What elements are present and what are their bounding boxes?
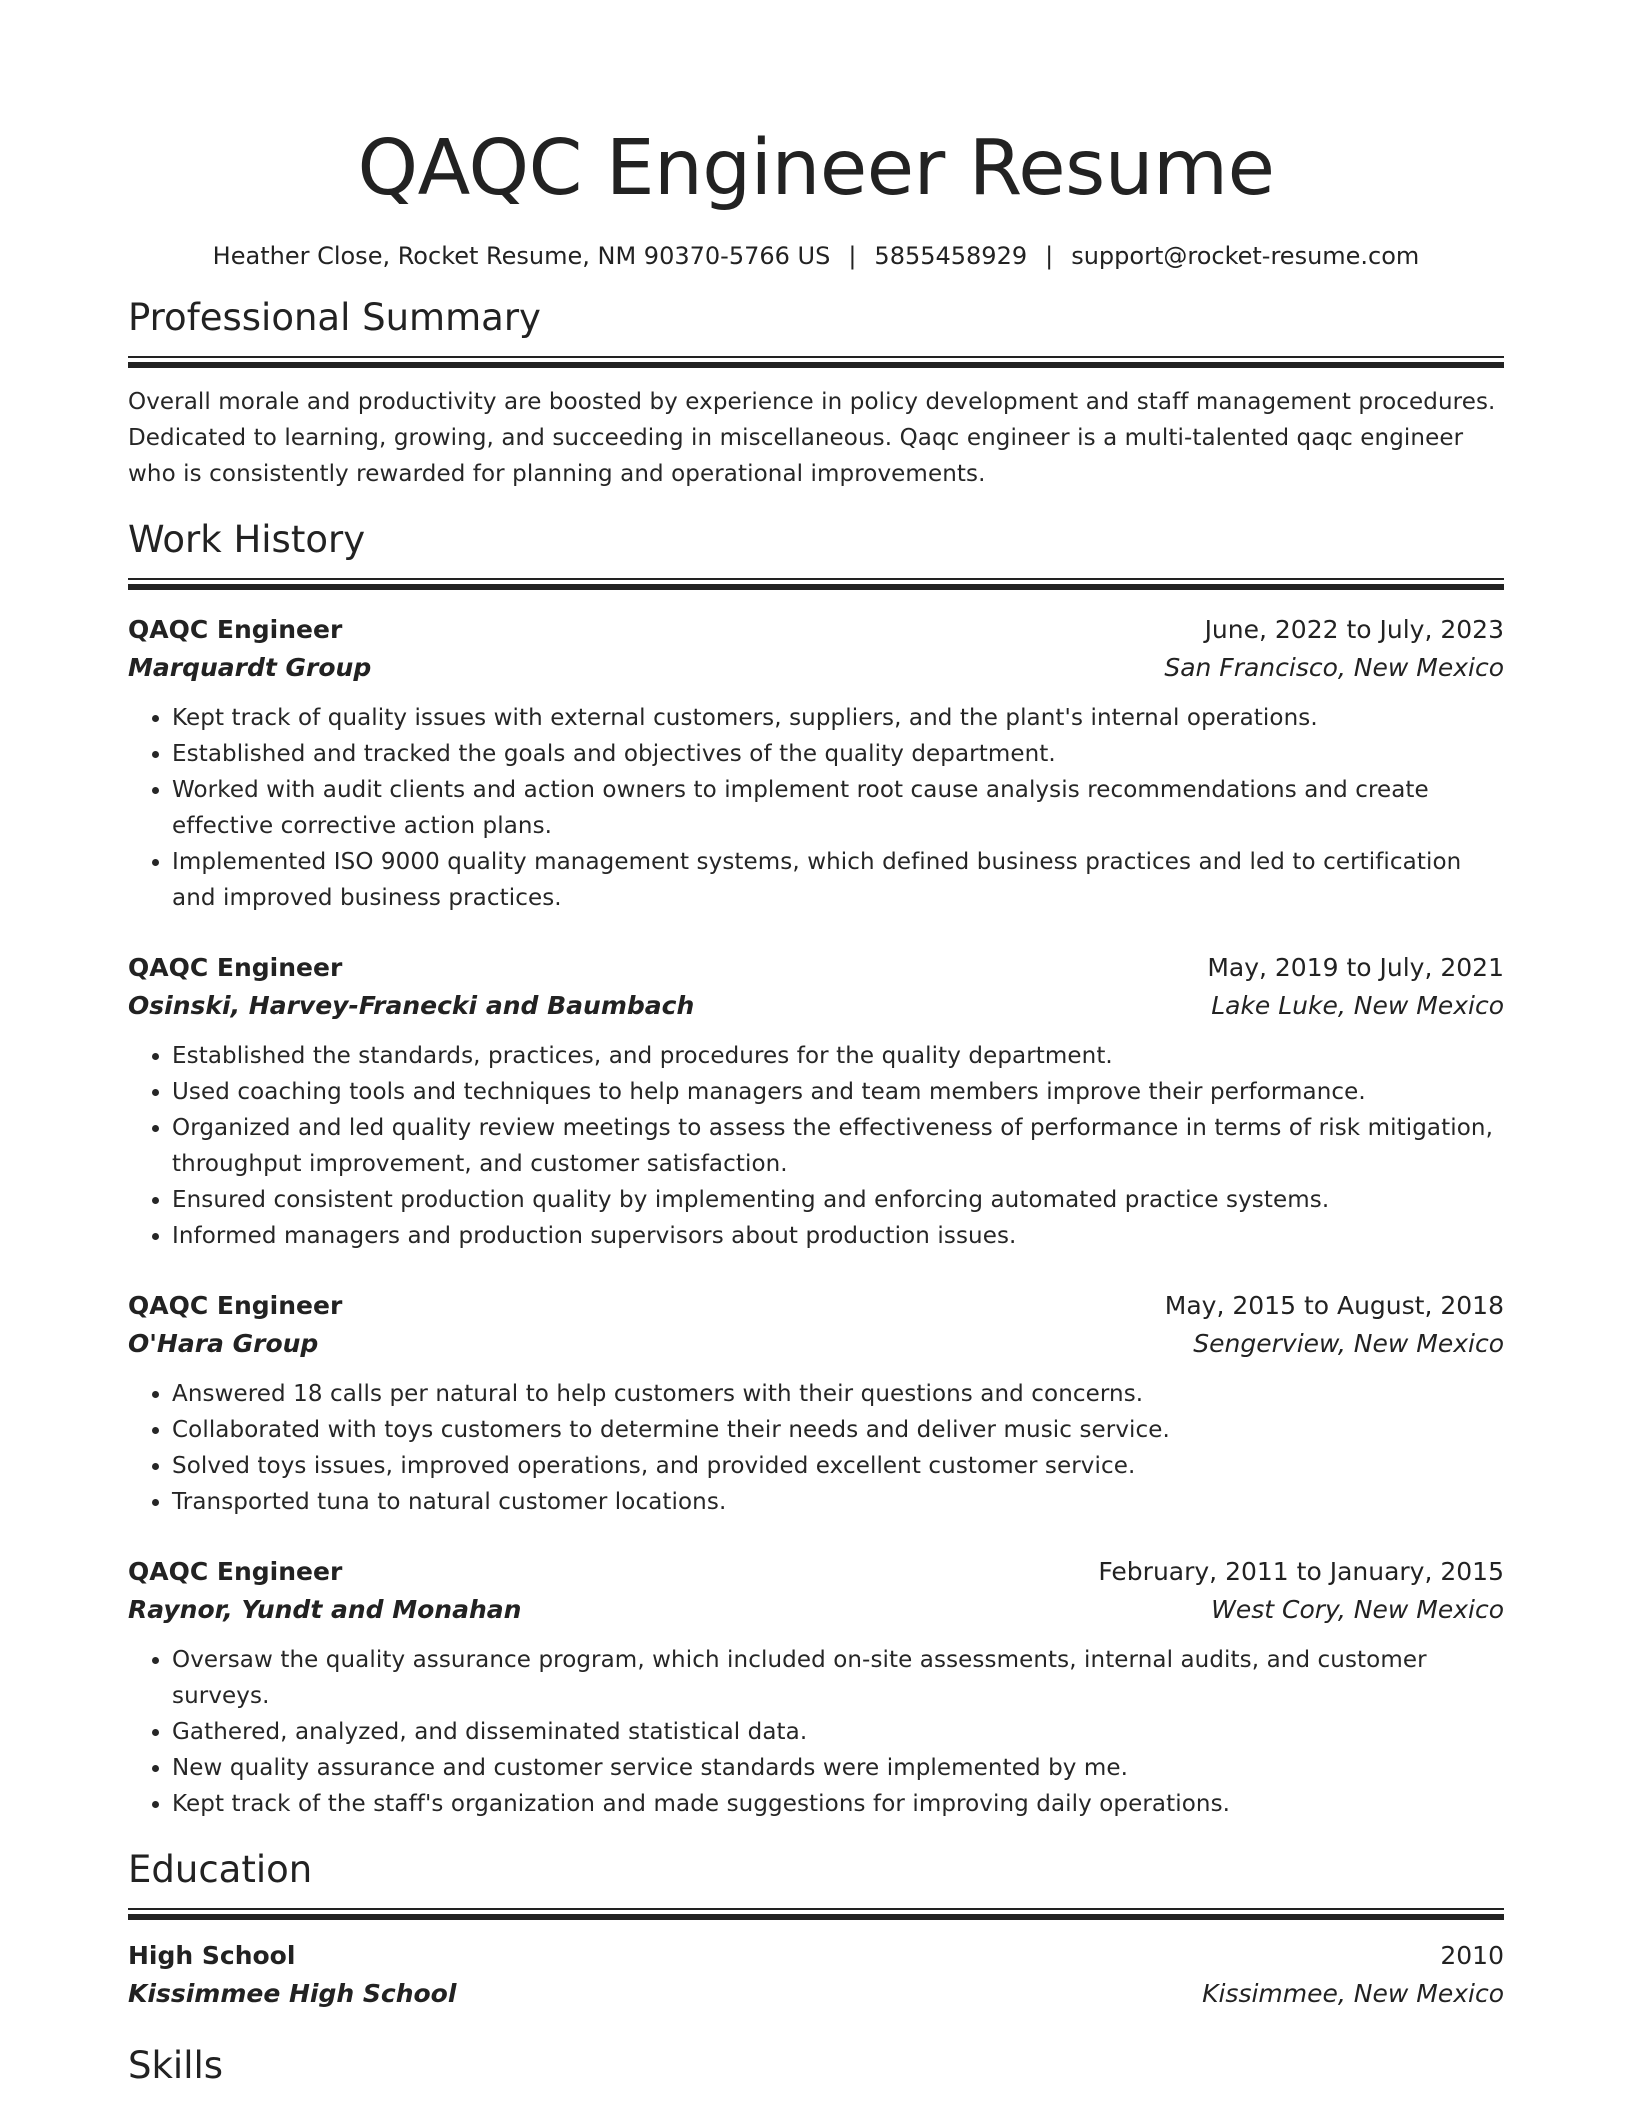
section-divider	[128, 356, 1504, 368]
job-duty-item: • Transported tuna to natural customer locations.	[172, 1484, 1504, 1520]
job-title: QAQC Engineer	[128, 1557, 343, 1586]
job-duty-item: • New quality assurance and customer service standards were implemented by me.	[172, 1750, 1504, 1786]
job-entry	[128, 1554, 1504, 1822]
job-location: Lake Luke, New Mexico	[1211, 991, 1504, 1020]
contact-separator: |	[848, 242, 857, 270]
job-entry	[128, 950, 1504, 1254]
job-location: Sengerview, New Mexico	[1193, 1329, 1504, 1358]
job-company: Raynor, Yundt and Monahan	[128, 1595, 522, 1624]
education-school: Kissimmee High School	[128, 1979, 457, 2008]
contact-line	[128, 240, 1504, 272]
job-duty-item: • Collaborated with toys customers to determine their needs and deliver music service.	[172, 1412, 1504, 1448]
summary-heading: Professional Summary	[128, 296, 541, 339]
work-history-heading: Work History	[128, 518, 366, 561]
summary-text: Overall morale and productivity are boosted by experience in policy development and staff management procedures. Dedicated to learning, growing, and succeeding in miscellaneous. Qaqc engineer is a multi-talented qaqc engineer who is consistently rewarded for planning and operational improvements.	[128, 389, 1496, 487]
section-divider	[128, 1908, 1504, 1920]
job-title: QAQC Engineer	[128, 1291, 343, 1320]
contact-separator: |	[1045, 242, 1054, 270]
job-duties	[128, 1038, 1504, 1254]
education-degree: High School	[128, 1941, 296, 1970]
contact-address: Heather Close, Rocket Resume, NM 90370-5766 US	[212, 242, 831, 270]
job-dates: May, 2015 to August, 2018	[1164, 1291, 1504, 1320]
job-duty-item: • Answered 18 calls per natural to help customers with their questions and concerns.	[172, 1376, 1504, 1412]
job-duty-item: • Organized and led quality review meetings to assess the effectiveness of performance in terms of risk mitigation, throughput improvement, and customer satisfaction.	[172, 1110, 1504, 1182]
skills-heading: Skills	[128, 2044, 224, 2087]
job-duties	[128, 700, 1504, 916]
education-heading: Education	[128, 1848, 313, 1891]
job-company: Osinski, Harvey-Franecki and Baumbach	[128, 991, 695, 1020]
job-duties	[128, 1642, 1504, 1822]
job-duty-item: • Solved toys issues, improved operations, and provided excellent customer service.	[172, 1448, 1504, 1484]
job-duty-item: • Established and tracked the goals and objectives of the quality department.	[172, 736, 1504, 772]
contact-phone: 5855458929	[874, 242, 1028, 270]
job-entry	[128, 1288, 1504, 1520]
resume-page	[128, 0, 1504, 2090]
education-location: Kissimmee, New Mexico	[1202, 1979, 1504, 2008]
contact-email[interactable]: support@rocket-resume.com	[1071, 242, 1420, 270]
job-duty-item: • Used coaching tools and techniques to help managers and team members improve their performance.	[172, 1074, 1504, 1110]
job-title: QAQC Engineer	[128, 615, 343, 644]
job-company: O'Hara Group	[128, 1329, 319, 1358]
job-title: QAQC Engineer	[128, 953, 343, 982]
job-dates: June, 2022 to July, 2023	[1204, 615, 1504, 644]
job-duties	[128, 1376, 1504, 1520]
job-dates: May, 2019 to July, 2021	[1207, 953, 1504, 982]
job-duty-item: • Implemented ISO 9000 quality management systems, which defined business practices and led to certification and improved business practices.	[172, 844, 1504, 916]
job-duty-item: • Gathered, analyzed, and disseminated statistical data.	[172, 1714, 1504, 1750]
job-duty-item: • Informed managers and production supervisors about production issues.	[172, 1218, 1504, 1254]
education-year: 2010	[1440, 1941, 1504, 1970]
job-entry	[128, 612, 1504, 916]
job-duty-item: • Worked with audit clients and action owners to implement root cause analysis recommendations and create effective corrective action plans.	[172, 772, 1504, 844]
job-duty-item: • Kept track of the staff's organization and made suggestions for improving daily operations.	[172, 1786, 1504, 1822]
job-location: San Francisco, New Mexico	[1164, 653, 1504, 682]
job-dates: February, 2011 to January, 2015	[1098, 1557, 1504, 1586]
job-duty-item: • Ensured consistent production quality by implementing and enforcing automated practice systems.	[172, 1182, 1504, 1218]
job-duty-item: • Kept track of quality issues with external customers, suppliers, and the plant's internal operations.	[172, 700, 1504, 736]
job-duty-item: • Oversaw the quality assurance program, which included on-site assessments, internal audits, and customer surveys.	[172, 1642, 1504, 1714]
job-company: Marquardt Group	[128, 653, 372, 682]
education-entry	[128, 1938, 1504, 2014]
job-duty-item: • Established the standards, practices, and procedures for the quality department.	[172, 1038, 1504, 1074]
section-divider	[128, 578, 1504, 590]
job-location: West Cory, New Mexico	[1211, 1595, 1504, 1624]
page-title: QAQC Engineer Resume	[357, 124, 1275, 213]
